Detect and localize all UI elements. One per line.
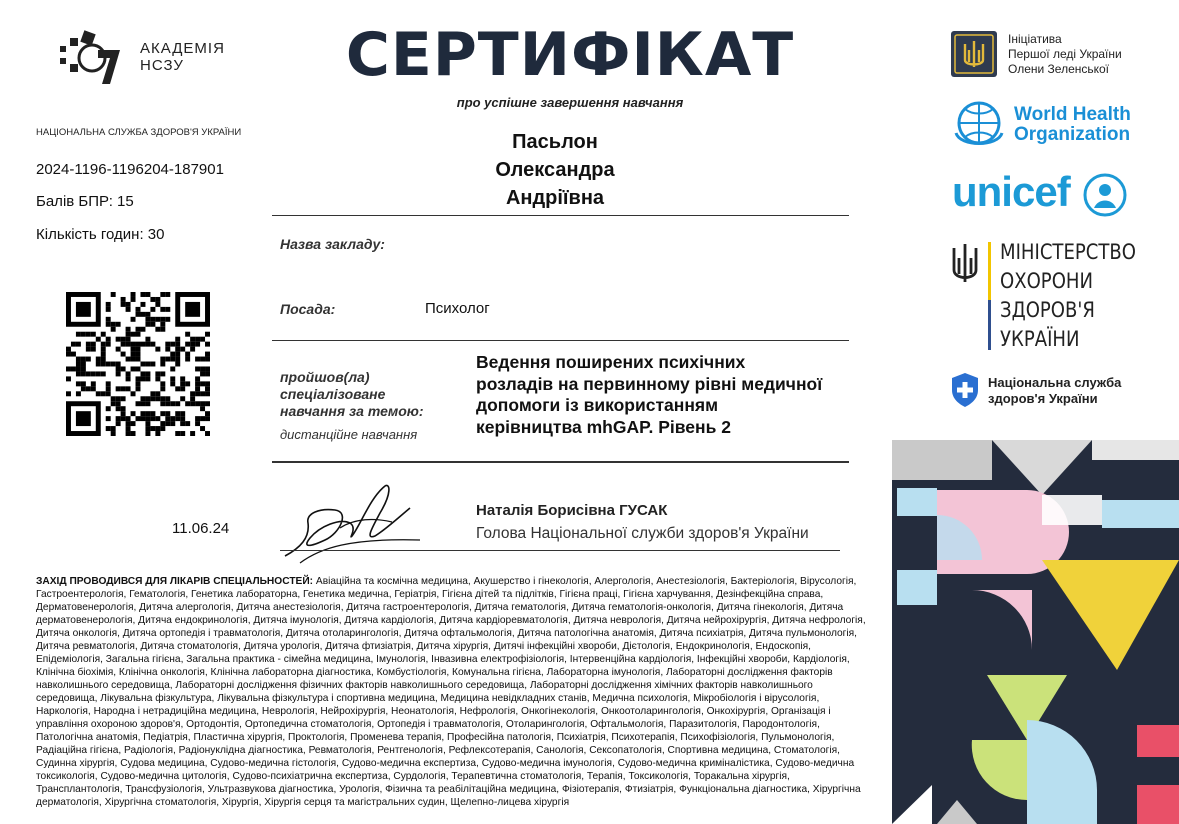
academy-logo xyxy=(58,28,238,88)
topic-label xyxy=(280,369,424,420)
moh-line2: ОХОРОНИ xyxy=(1000,269,1094,293)
trident-icon xyxy=(950,30,998,78)
specialties-list xyxy=(36,575,866,809)
who-logo xyxy=(950,97,1140,153)
nszu-line1: Національна служба xyxy=(988,375,1122,390)
academy-name-line2: НСЗУ xyxy=(140,57,184,74)
qr-code xyxy=(66,292,210,436)
position-divider xyxy=(272,340,849,341)
recipient-name xyxy=(390,128,720,212)
signature-divider xyxy=(280,550,840,551)
topic-label-line3: навчання за темою: xyxy=(280,403,424,419)
hours: Кількість годин: 30 xyxy=(36,226,165,243)
topic-divider xyxy=(272,461,849,463)
unicef-emblem-icon xyxy=(1080,170,1130,220)
unicef-wordmark: unicef xyxy=(952,168,1070,215)
topic-label-line2: спеціалізоване xyxy=(280,386,386,402)
points: Балів БПР: 15 xyxy=(36,193,134,210)
topic-line2: розладів на первинному рівні медичної xyxy=(476,373,823,394)
topic-label-line1: пройшов(ла) xyxy=(280,369,370,385)
decorative-shapes xyxy=(892,440,1179,824)
signatory-position: Голова Національної служби здоров'я України xyxy=(476,525,809,542)
moh-logo xyxy=(950,238,1150,358)
nszu-logo xyxy=(950,372,1150,412)
moh-line3: ЗДОРОВ'Я xyxy=(1000,298,1095,322)
recipient-surname: Пасьлон xyxy=(512,131,598,153)
topic-line4: керівництва mhGAP. Рівень 2 xyxy=(476,416,731,437)
name-divider xyxy=(272,215,849,216)
unicef-logo xyxy=(952,168,1142,220)
topic-line3: допомоги із використанням xyxy=(476,395,719,415)
position-label: Посада: xyxy=(280,301,336,317)
topic-line1: Ведення поширених психічних xyxy=(476,352,746,372)
moh-trident-icon xyxy=(950,242,980,286)
training-topic xyxy=(476,352,822,438)
position-value: Психолог xyxy=(425,300,490,317)
who-emblem-icon xyxy=(950,97,1008,153)
recipient-patronymic: Андріївна xyxy=(505,187,605,209)
first-lady-initiative-logo xyxy=(950,30,1150,80)
certificate-subtitle: про успішне завершення навчання xyxy=(456,95,684,110)
initiative-line1: Ініціатива xyxy=(1008,32,1062,46)
moh-bar-blue xyxy=(988,300,991,350)
specialties-lead: ЗАХІД ПРОВОДИВСЯ ДЛЯ ЛІКАРІВ СПЕЦІАЛЬНОСТЕЙ: xyxy=(36,576,314,587)
initiative-line3: Олени Зеленської xyxy=(1008,62,1110,76)
institution-label: Назва закладу: xyxy=(280,236,385,252)
certificate-number: 2024-1196-1196204-187901 xyxy=(36,161,224,178)
moh-text xyxy=(1000,238,1136,354)
issue-date: 11.06.24 xyxy=(172,520,230,537)
org-name: НАЦІОНАЛЬНА СЛУЖБА ЗДОРОВ'Я УКРАЇНИ xyxy=(36,127,242,138)
moh-line4: УКРАЇНИ xyxy=(1000,327,1080,351)
certificate-title: СЕРТИФІКАТ xyxy=(345,20,795,90)
signature-image xyxy=(280,478,430,568)
initiative-line2: Першої леді України xyxy=(1008,47,1122,61)
moh-line1: МІНІСТЕРСТВО xyxy=(1000,240,1137,264)
nszu-shield-icon xyxy=(950,372,980,408)
academy-logo-icon xyxy=(58,28,130,86)
signatory-name: Наталія Борисівна ГУСАК xyxy=(476,502,668,519)
academy-name-line1: АКАДЕМІЯ xyxy=(140,40,225,57)
qr-code-icon xyxy=(66,292,210,436)
recipient-first-name: Олександра xyxy=(495,159,615,181)
training-mode: дистанційне навчання xyxy=(280,427,418,442)
decorative-pattern xyxy=(892,440,1179,824)
specialties-text: Авіаційна та космічна медицина, Акушерство і гінекологія, Алергологія, Анестезіологія, Бактеріологія, Вірусологія, Гастроентерологія, Гематологія, Генетика лабораторна, Генетика медична, Геріатрія, Гігієна дітей та підлітків, Гігієна праці, Гігієна харчування, Дезінфекційна справа, Дерматовенерологія, Дитяча алергологія, Дитяча анестезіологія, Дитяча гастроентерологія, Дитяча гематологія, Дитяча гематологія-онкологія, Дитяча гінекологія, Дитяча дерматовенерологія, Дитяча ендокринологія, Дитяча імунологія, Дитяча кардіологія, Дитяча кардіоревматологія, Дитяча неврологія, Дитяча нейрохірургія, Дитяча нефрологія, Дитяча онкологія, Дитяча ортопедія і травматологія, Дитяча отоларингологія, Дитяча офтальмологія, Дитяча патологічна анатомія, Дитяча психіатрія, Дитяча пульмонологія, Дитяча ревматологія, Дитяча стоматологія, Дитяча урологія, Дитяча фтизіатрія, Дитяча хірургія, Дитячі інфекційні хвороби, Дієтологія, Ендокринологія, Ендоскопія, Епідеміологія, Загальна гігієна, Загальна практика - сімейна медицина, Імунологія, Інвазивна електрофізіологія, Інтервенційна кардіологія, Інфекційні хвороби, Кардіологія, Клінічна біохімія, Клінічна онкологія, Клінічна лабораторна діагностика, Комбустіологія, Комунальна гігієна, Лабораторна імунологія, Лабораторні дослідження факторів навколишнього середовища, Лабораторні дослідження фізичних факторів навколишнього середовища, Лабораторні дослідження хімічних факторів навколишнього середовища, Лікувальна фізкультура, Лікувальна фізкультура і спортивна медицина, Медицина невідкладних станів, Медична психологія, Мікробіологія і вірусологія, Наркологія, Народна і нетрадиційна медицина, Неврологія, Нейрохірургія, Неонатологія, Нефрологія, Онкогінекологія, Онкоотоларингологія, Онкохірургія, Організація і управління охороною здоров'я, Ортодонтія, Ортопедична стоматологія, Ортопедія і травматологія, Отоларингологія, Офтальмологія, Паразитологія, Пародонтологія, Патологічна анатомія, Педіатрія, Пластична хірургія, Проктологія, Променева терапія, Професійна патологія, Психіатрія, Психотерапія, Психофізіологія, Пульмонологія, Радіаційна гігієна, Радіологія, Радіонуклідна діагностика, Ревматологія, Рентгенологія, Рефлексотерапія, Санологія, Сексопатологія, Спортивна медицина, Стоматологія, Судинна хірургія, Судова медицина, Судово-медична гістологія, Судово-медична експертиза, Судово-медична імунологія, Судово-медична криміналістика, Судово-медична токсикологія, Судово-медична цитологія, Судово-психіатрична експертиза, Сурдологія, Терапевтична стоматологія, Терапія, Токсикологія, Торакальна хірургія, Трансплантологія, Трансфузіологія, Ультразвукова діагностика, Урологія, Фізична та реабілітаційна медицина, Фізіотерапія, Фтизіатрія, Функціональна діагностика, Хірургічна дерматологія, Хірургічна стоматологія, Хірургія, Хірургія серця та магістральних судин, Щелепно-лицева хірургія xyxy=(36,576,866,808)
who-line2: Organization xyxy=(1014,124,1131,145)
who-line1: World Health xyxy=(1014,104,1131,125)
nszu-line2: здоров'я України xyxy=(988,391,1098,406)
moh-bar-yellow xyxy=(988,242,991,300)
